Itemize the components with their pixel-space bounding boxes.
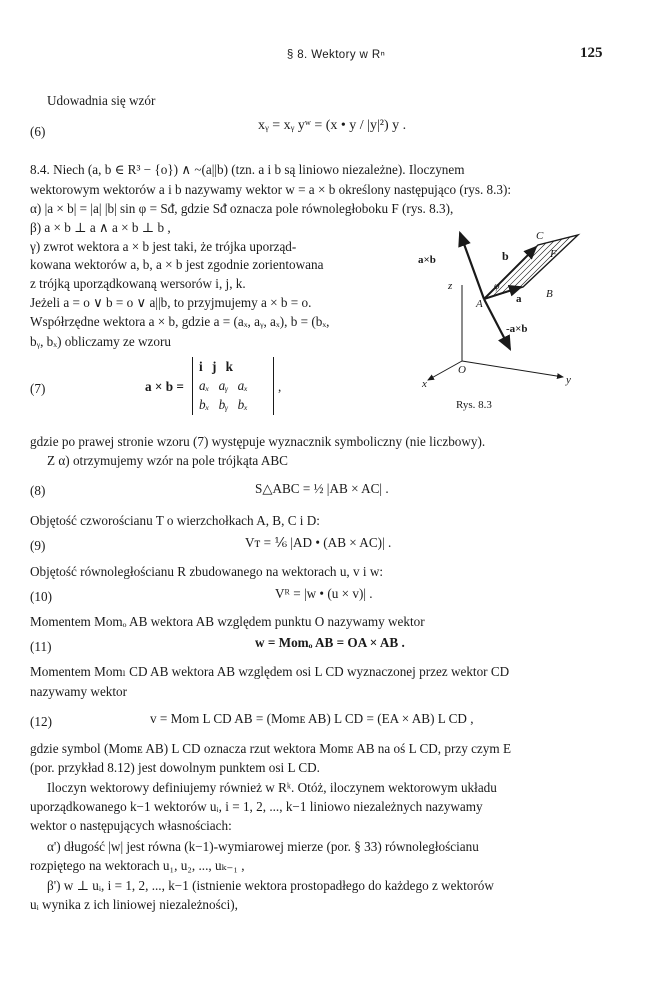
figure-8-3 bbox=[418, 225, 618, 415]
text-line: uᵢ wynika z ich liniowej niezależności), bbox=[30, 897, 238, 912]
label-O: O bbox=[458, 364, 466, 376]
label-C: C bbox=[536, 230, 544, 242]
text-line: wektor o następujących własnościach: bbox=[30, 818, 232, 833]
text-line: Z α) otrzymujemy wzór na pole trójkąta ABC bbox=[47, 453, 288, 468]
text-line: kowana wektorów a, b, a × b jest zgodnie zorientowana bbox=[30, 257, 324, 272]
equation-6: xᵧ = xᵧ yʷ = (x • y / |y|²) y . bbox=[258, 118, 407, 133]
text-line: gdzie po prawej stronie wzoru (7) występuje wyznacznik symboliczny (nie liczbowy). bbox=[30, 434, 486, 449]
text-line: 8.4. Niech (a, b ∈ R³ − {o}) ∧ ~(a||b) (tzn. a i b są liniowo niezależne). Iloczynem bbox=[30, 162, 465, 177]
determinant-row: i j k bbox=[199, 359, 233, 374]
equation-11: w = Momₒ AB = OA × AB . bbox=[255, 635, 405, 650]
equation-number: (12) bbox=[30, 714, 52, 729]
determinant-row: aₓ aᵧ aₓ bbox=[199, 378, 248, 393]
text-line: bᵧ, bₓ) obliczamy ze wzoru bbox=[30, 334, 171, 349]
vector-diagram bbox=[418, 225, 618, 415]
hatch bbox=[502, 241, 554, 293]
text-line: wektorowym wektorów a i b nazywamy wektor w = a × b określony następująco (rys. 8.3): bbox=[30, 182, 512, 197]
equation-12: v = Mom L CD AB = (Momᴇ AB) L CD = (EA × AB) L CD , bbox=[150, 711, 474, 726]
text-line: β) a × b ⊥ a ∧ a × b ⊥ b , bbox=[30, 220, 171, 235]
label-b: b bbox=[502, 249, 509, 263]
equation-number: (11) bbox=[30, 639, 52, 654]
equation-number: (10) bbox=[30, 589, 52, 604]
label-minus-axb: -a×b bbox=[506, 323, 528, 335]
label-y: y bbox=[566, 374, 571, 386]
label-a: a bbox=[516, 293, 522, 305]
figure-caption: Rys. 8.3 bbox=[456, 399, 492, 411]
text-line: Objętość czworościanu T o wierzchołkach A, B, C i D: bbox=[30, 513, 320, 528]
x-axis bbox=[428, 361, 462, 380]
text-line: α) |a × b| = |a| |b| sin φ = Sᵭ, gdzie Sᵭ oznacza pole równoległoboku F (rys. 8.3), bbox=[30, 201, 454, 216]
label-phi: φ bbox=[494, 281, 500, 292]
equation-7-lhs: a × b = bbox=[145, 379, 184, 394]
text-line: Współrzędne wektora a × b, gdzie a = (aₓ, aᵧ, aₓ), b = (bₓ, bbox=[30, 314, 330, 329]
text-line: Iloczyn wektorowy definiujemy również w Rᵏ. Otóż, iloczynem wektorowym układu bbox=[47, 780, 497, 795]
equation-number: (9) bbox=[30, 538, 46, 553]
equation-8: S△ABC = ½ |AB × AC| . bbox=[255, 481, 389, 496]
text-line: β') w ⊥ uᵢ, i = 1, 2, ..., k−1 (istnienie wektora prostopadłego do każdego z wektorów bbox=[47, 878, 494, 893]
label-axb: a×b bbox=[418, 254, 436, 266]
determinant bbox=[192, 357, 274, 415]
page-number: 125 bbox=[580, 45, 603, 61]
text-line: α') długość |w| jest równa (k−1)-wymiarowej mierze (por. § 33) równoległościanu bbox=[47, 839, 479, 854]
equation-number: (6) bbox=[30, 124, 46, 139]
equation-number: (7) bbox=[30, 381, 46, 396]
page-header bbox=[0, 44, 672, 66]
label-x: x bbox=[422, 378, 427, 390]
running-title: § 8. Wektory w Rⁿ bbox=[286, 49, 386, 61]
text-line: Momentem Momₒ AB wektora AB względem punktu O nazywamy wektor bbox=[30, 614, 425, 629]
label-z: z bbox=[448, 280, 453, 292]
determinant-row: bₓ bᵧ bₓ bbox=[199, 397, 248, 412]
text-line: Udowadnia się wzór bbox=[47, 93, 156, 108]
equation-7-tail: , bbox=[278, 379, 282, 394]
text-line: Objętość równoległościanu R zbudowanego na wektorach u, v i w: bbox=[30, 564, 384, 579]
y-axis bbox=[462, 361, 563, 377]
text-line: Jeżeli a = o ∨ b = o ∨ a||b, to przyjmujemy a × b = o. bbox=[30, 295, 312, 310]
label-F: F bbox=[550, 248, 557, 260]
text-line: z trójką uporządkowaną wersorów i, j, k. bbox=[30, 276, 246, 291]
text-line: nazywamy wektor bbox=[30, 684, 128, 699]
vector-axb bbox=[460, 233, 484, 299]
equation-number: (8) bbox=[30, 483, 46, 498]
equation-9: Vᴛ = ⅙ |AD • (AB × AC)| . bbox=[245, 535, 392, 550]
text-line: Momentem Momₗ CD AB wektora AB względem osi L CD wyznaczonej przez wektor CD bbox=[30, 664, 510, 679]
text-line: γ) zwrot wektora a × b jest taki, że trójka uporząd- bbox=[30, 239, 297, 254]
label-B: B bbox=[546, 288, 553, 300]
equation-10: Vᴿ = |w • (u × v)| . bbox=[275, 586, 373, 601]
text-line: (por. przykład 8.12) jest dowolnym punktem osi L CD. bbox=[30, 760, 320, 775]
text-line: gdzie symbol (Momᴇ AB) L CD oznacza rzut wektora Momᴇ AB na oś L CD, przy czym E bbox=[30, 741, 511, 756]
text-line: uporządkowanego k−1 wektorów uᵢ, i = 1, 2, ..., k−1 liniowo niezależnych nazywamy bbox=[30, 799, 483, 814]
text-line: rozpiętego na wektorach u₁, u₂, ..., uₖ₋₁ , bbox=[30, 858, 245, 873]
label-A: A bbox=[476, 298, 483, 310]
